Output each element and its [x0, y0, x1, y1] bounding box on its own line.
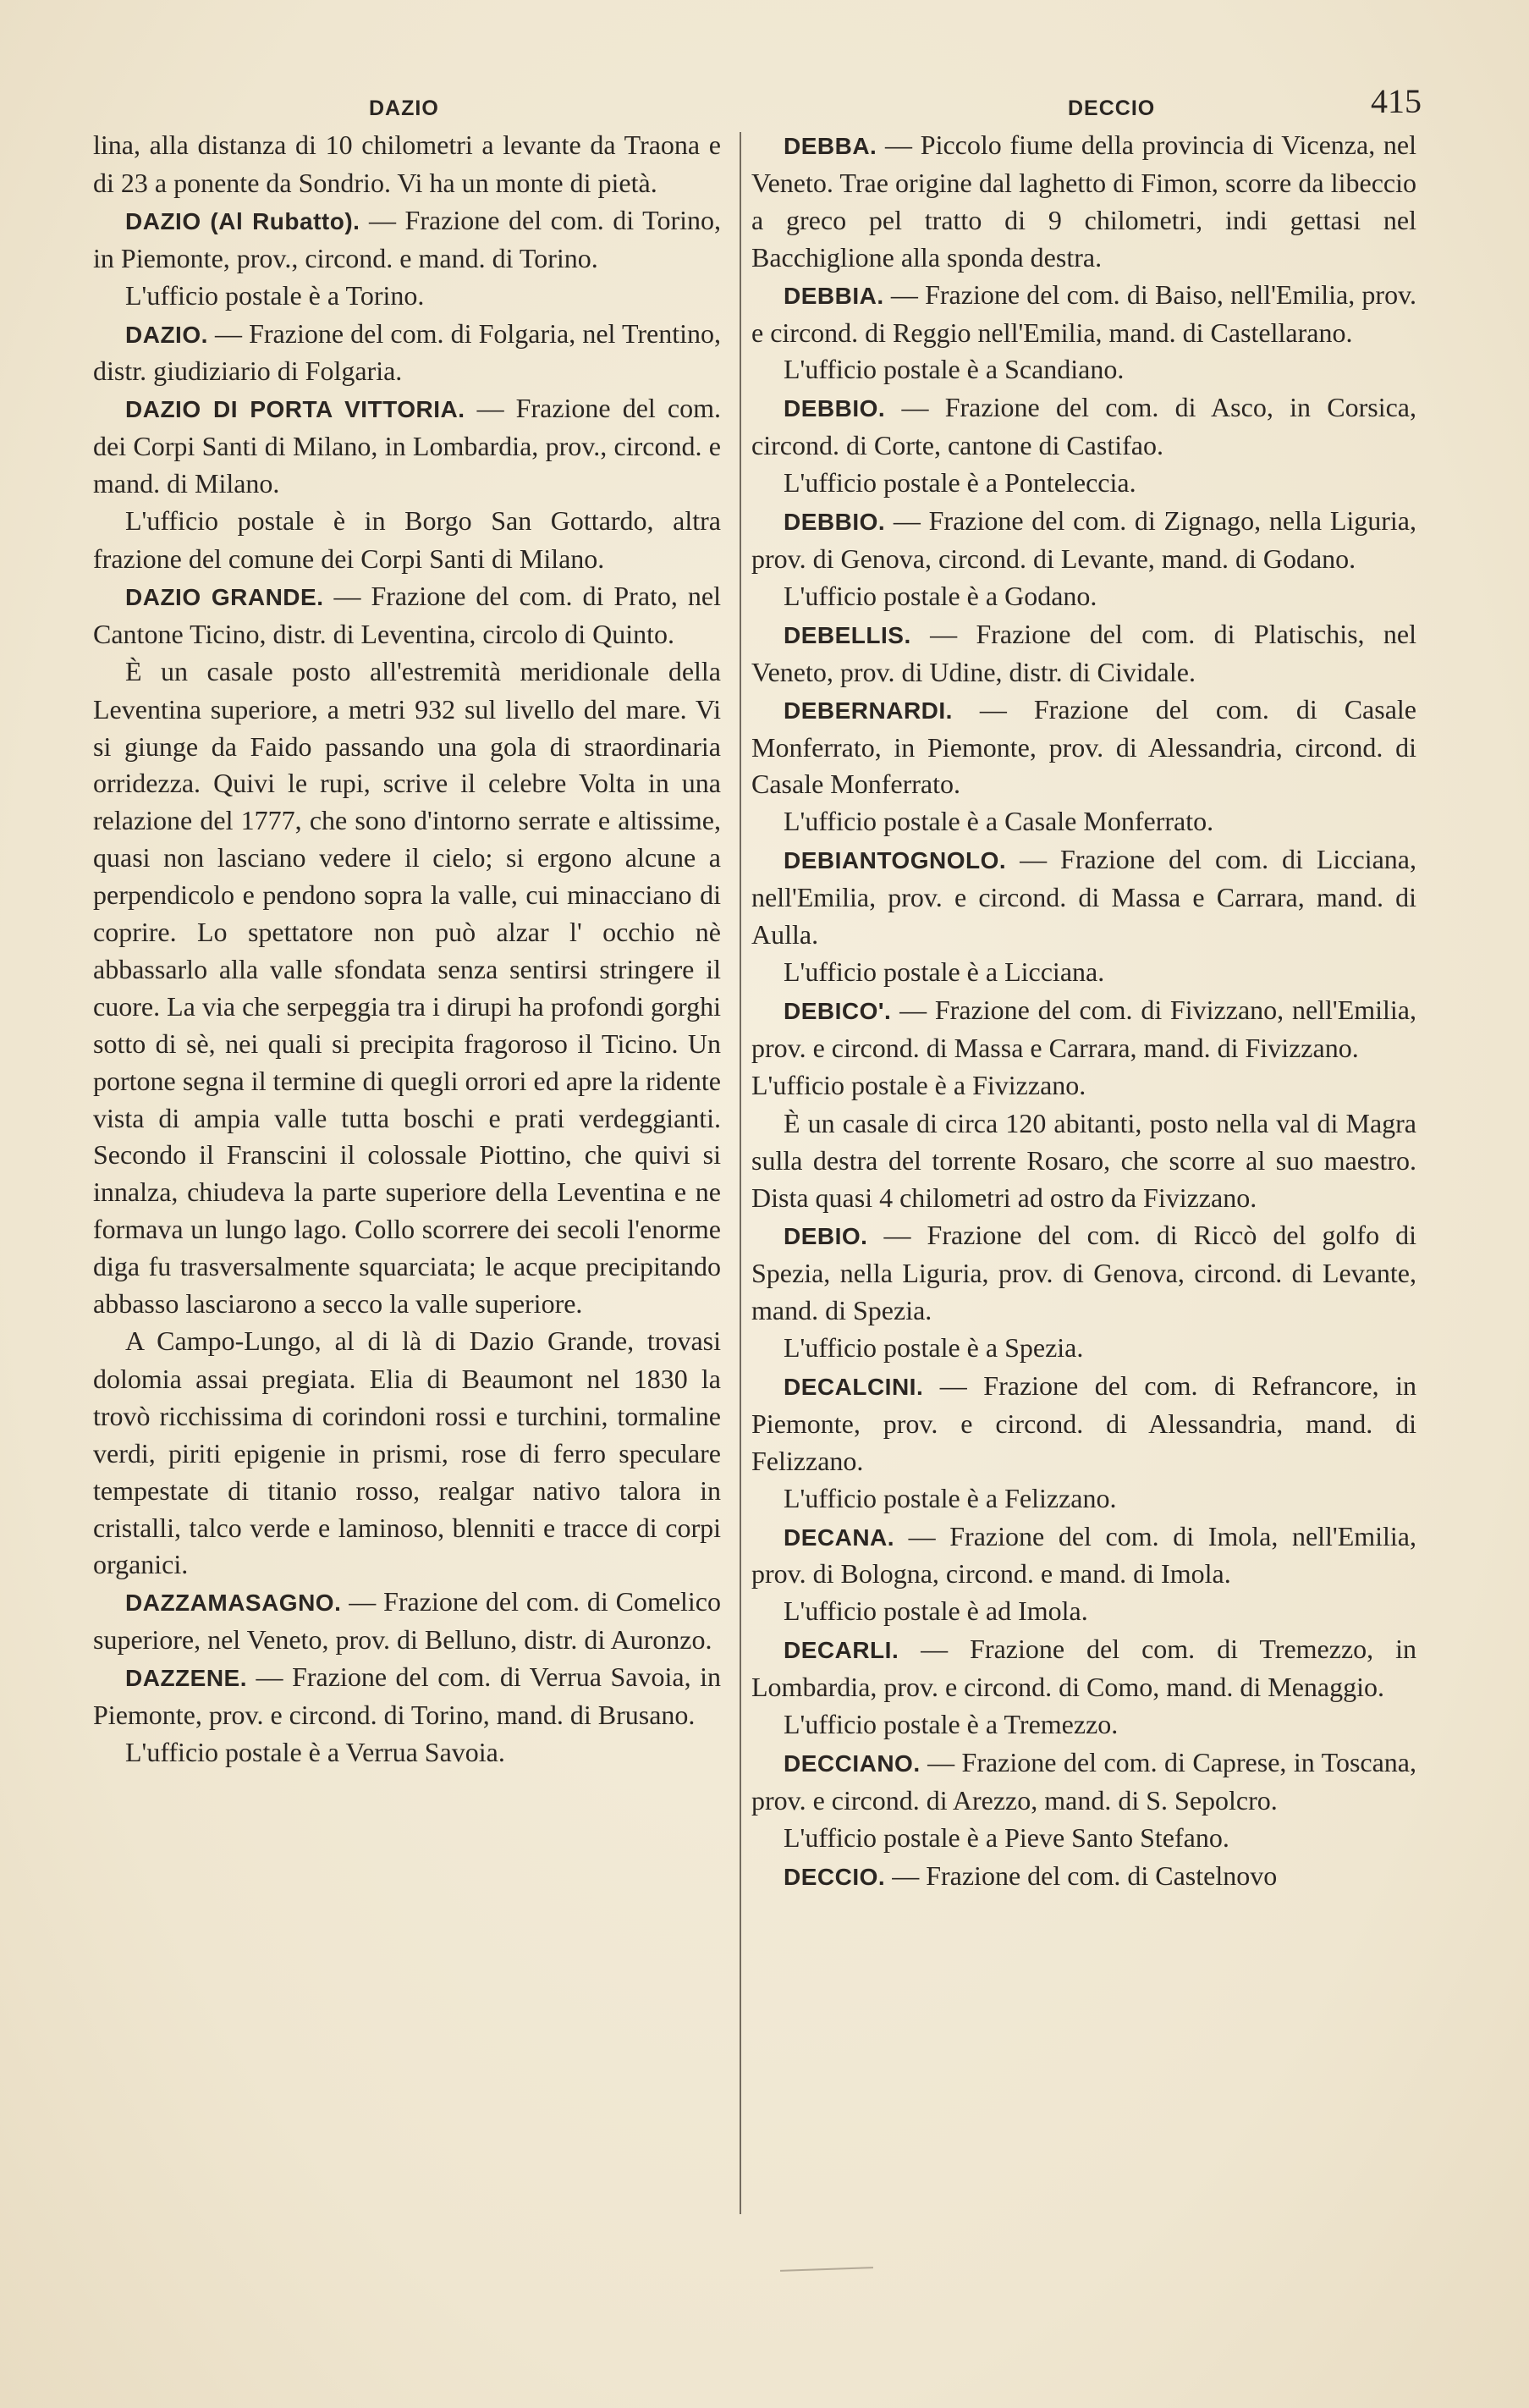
entry-headword: DEBIO. — [784, 1223, 868, 1250]
entry-text: L'ufficio postale è ad Imola. — [784, 1595, 1088, 1627]
entry-headword: DAZZAMASAGNO. — [125, 1590, 342, 1617]
entry — [93, 127, 721, 202]
entry-text: — Frazione del com. di Zignago, nella Liguria, prov. di Genova, circond. di Levante, mand. di Godano. — [751, 505, 1416, 574]
entry-headword: DECALCINI. — [784, 1373, 924, 1400]
entry-text: L'ufficio postale è a Spezia. — [784, 1332, 1084, 1363]
bottom-printer-mark — [780, 2267, 873, 2272]
column-divider — [740, 132, 741, 2214]
entry — [751, 1820, 1416, 1858]
entry-text: L'ufficio postale è a Tremezzo. — [784, 1709, 1119, 1740]
entry-text: — Frazione del com. di Verrua Savoia, in Piemonte, prov. e circond. di Torino, mand. di Brusano. — [93, 1661, 721, 1731]
entry-text: L'ufficio postale è a Casale Monferrato. — [784, 806, 1214, 837]
entry — [93, 1659, 721, 1734]
entry-headword: DEBERNARDI. — [784, 697, 953, 724]
entry-text: — Frazione del com. di Tremezzo, in Lombardia, prov. e circond. di Como, mand. di Menaggio. — [751, 1634, 1416, 1703]
entry-headword: DECARLI. — [784, 1637, 899, 1664]
entry — [93, 202, 721, 278]
entry — [751, 1480, 1416, 1518]
entry-text: L'ufficio postale è a Scandiano. — [784, 354, 1125, 385]
left-column — [93, 127, 721, 1772]
entry-text: L'ufficio postale è a Licciana. — [784, 956, 1105, 987]
entry — [751, 616, 1416, 692]
entry-text: — Frazione del com. di Imola, nell'Emilia, prov. di Bologna, circond. e mand. di Imola. — [751, 1520, 1416, 1590]
entry-text: — Frazione del com. dei Corpi Santi di Milano, in Lombardia, prov., circond. e mand. di Milano. — [93, 393, 721, 499]
entry — [751, 503, 1416, 578]
running-head-right: DECCIO — [1068, 96, 1156, 120]
entry-text: A Campo-Lungo, al di là di Dazio Grande, trovasi dolomia assai pregiata. Elia di Beaumont nel 1830 la trovò ricchissima di corindoni rossi e turchini, tormaline verdi, piriti epigenie in prismi, rose di ferro speculare tempestate di titanio rosso, realgar nativo talora in cristalli, talco verde e laminoso, blenniti e tracce di corpi organici. — [93, 1325, 721, 1580]
entry-text: L'ufficio postale è a Ponteleccia. — [784, 467, 1136, 499]
entry-headword: DAZIO DI PORTA VITTORIA. — [125, 396, 465, 423]
entry-headword: DAZZENE. — [125, 1665, 247, 1692]
running-head-left: DAZIO — [369, 96, 439, 120]
entry-text: — Piccolo fiume della provincia di Vicenza, nel Veneto. Trae origine dal laghetto di Fimon, scorre da libeccio a greco pel tratto di 9 chilometri, indi gettasi nel Bacchiglione alla sponda destra. — [751, 129, 1416, 273]
entry-headword: DEBBIO. — [784, 395, 886, 422]
entry-text: È un casale di circa 120 abitanti, posto nella val di Magra sulla destra del torrente Rosaro, che scorre al suo maestro. Dista quasi 4 chilometri ad ostro da Fivizzano. — [751, 1107, 1416, 1214]
entry-text: L'ufficio postale è in Borgo San Gottardo, altra frazione del comune dei Corpi Santi di Milano. — [93, 505, 721, 574]
entry — [751, 1067, 1416, 1105]
entry-text: — Frazione del com. di Licciana, nell'Emilia, prov. e circond. di Massa e Carrara, mand. di Aulla. — [751, 844, 1416, 951]
entry-text: — Frazione del com. di Castelnovo — [885, 1860, 1278, 1891]
entry — [93, 503, 721, 578]
entry-text: — Frazione del com. di Torino, in Piemonte, prov., circond. e mand. di Torino. — [93, 204, 722, 273]
entry-headword: DAZIO. — [125, 321, 208, 348]
entry — [751, 465, 1416, 503]
entry — [751, 1706, 1416, 1744]
entry-text: — Frazione del com. di Fivizzano, nell'Emilia, prov. e circond. di Massa e Carrara, mand. di Fivizzano. — [751, 994, 1416, 1063]
entry — [751, 841, 1416, 954]
entry — [751, 1217, 1416, 1330]
entry-text: — Frazione del com. di Riccò del golfo di Spezia, nella Liguria, prov. di Genova, circond. di Levante, mand. di Spezia. — [751, 1220, 1416, 1326]
entry-headword: DEBBA. — [784, 133, 877, 159]
entry-text: — Frazione del com. di Casale Monferrato, in Piemonte, prov. di Alessandria, circond. di Casale Monferrato. — [751, 693, 1416, 800]
entry — [751, 389, 1416, 465]
entry — [93, 1584, 721, 1659]
entry — [751, 1631, 1416, 1706]
entry-text: — Frazione del com. di Platischis, nel Veneto, prov. di Udine, distr. di Cividale. — [751, 618, 1416, 687]
entry — [751, 1330, 1416, 1368]
entry-headword: DECCIANO. — [784, 1750, 921, 1777]
entry — [751, 1368, 1416, 1480]
entry-text: lina, alla distanza di 10 chilometri a levante da Traona e di 23 a ponente da Sondrio. Vi ha un monte di pietà. — [93, 129, 721, 198]
entry — [751, 992, 1416, 1067]
entry — [751, 1105, 1416, 1218]
entry-text: — Frazione del com. di Prato, nel Cantone Ticino, distr. di Leventina, circolo di Quinto. — [93, 580, 722, 649]
entry — [751, 692, 1416, 804]
entry-text: L'ufficio postale è a Godano. — [784, 580, 1097, 611]
entry-headword: DEBELLIS. — [784, 621, 911, 648]
entry — [93, 316, 721, 391]
entry — [93, 653, 721, 1323]
entry-headword: DECANA. — [784, 1524, 895, 1551]
entry-headword: DAZIO (Al Rubatto). — [125, 207, 360, 234]
entry-text: L'ufficio postale è a Torino. — [125, 279, 425, 311]
entry — [751, 277, 1416, 352]
entry-headword: DAZIO GRANDE. — [125, 583, 324, 610]
entry-text: — Frazione del com. di Comelico superiore, nel Veneto, prov. di Belluno, distr. di Auronzo. — [93, 1586, 721, 1656]
entry-headword: DECCIO. — [784, 1863, 886, 1890]
entry — [751, 1518, 1416, 1594]
entry-text: L'ufficio postale è a Felizzano. — [784, 1482, 1117, 1513]
entry-headword: DEBIANTOGNOLO. — [784, 847, 1007, 874]
entry — [93, 1734, 721, 1772]
entry-headword: DEBICO'. — [784, 997, 892, 1024]
entry-headword: DEBBIO. — [784, 509, 886, 536]
entry — [751, 1858, 1416, 1896]
entry-text: — Frazione del com. di Caprese, in Toscana, prov. e circond. di Arezzo, mand. di S. Sepolcro. — [751, 1746, 1416, 1816]
entry-text: È un casale posto all'estremità meridionale della Leventina superiore, a metri 932 sul livello del mare. Vi si giunge da Faido passando una gola di straordinaria orridezza. Quivi le rupi, scrive il celebre Volta in una relazione del 1777, che sono d'intorno serrate e altissime, quasi non lasciano vedere il cielo; si ergono alcune a perpendicolo e pendono sopra la valle, cui minacciano di coprire. Lo spettatore non può alzar l' occhio nè abbassarlo alla valle sfondata senza sentirsi stringere il cuore. La via che serpeggia tra i dirupi ha profondi gorghi sotto di sè, nei quali si precipita fragoroso il Ticino. Un portone segna il termine di quegli orrori ed apre la ridente vista di ampia valle tutta boschi e prati verdeggianti. Secondo il Franscini il colossale Piottino, che quivi si innalza, chiudeva la parte superiore della Leventina e ne formava un lungo lago. Collo scorrere dei secoli l'enorme diga fu trasversalmente squarciata; le acque precipitando abbasso lasciarono a secco la valle superiore. — [93, 655, 721, 1320]
entry — [93, 578, 721, 653]
entry-text: — Frazione del com. di Refrancore, in Piemonte, prov. e circond. di Alessandria, mand. di Felizzano. — [751, 1369, 1416, 1476]
entry — [93, 1323, 721, 1584]
entry — [751, 1593, 1416, 1631]
entry — [93, 390, 721, 503]
entry-text: L'ufficio postale è a Verrua Savoia. — [125, 1736, 505, 1767]
entry — [751, 351, 1416, 389]
entry-headword: DEBBIA. — [784, 282, 884, 309]
entry — [93, 278, 721, 316]
right-column — [751, 127, 1416, 1896]
entry — [751, 803, 1416, 841]
entry — [751, 127, 1416, 277]
entry-text: L'ufficio postale è a Fivizzano. — [751, 1069, 1086, 1100]
entry-text: — Frazione del com. di Baiso, nell'Emilia, prov. e circond. di Reggio nell'Emilia, mand. di Castellarano. — [751, 278, 1416, 348]
entry — [751, 1744, 1416, 1820]
entry-text: — Frazione del com. di Asco, in Corsica, circond. di Corte, cantone di Castifao. — [751, 392, 1416, 461]
page-number: 415 — [1371, 82, 1422, 120]
entry-text: — Frazione del com. di Folgaria, nel Trentino, distr. giudiziario di Folgaria. — [93, 317, 721, 387]
entry — [751, 578, 1416, 616]
entry — [751, 954, 1416, 992]
entry-text: L'ufficio postale è a Pieve Santo Stefano. — [784, 1821, 1229, 1853]
